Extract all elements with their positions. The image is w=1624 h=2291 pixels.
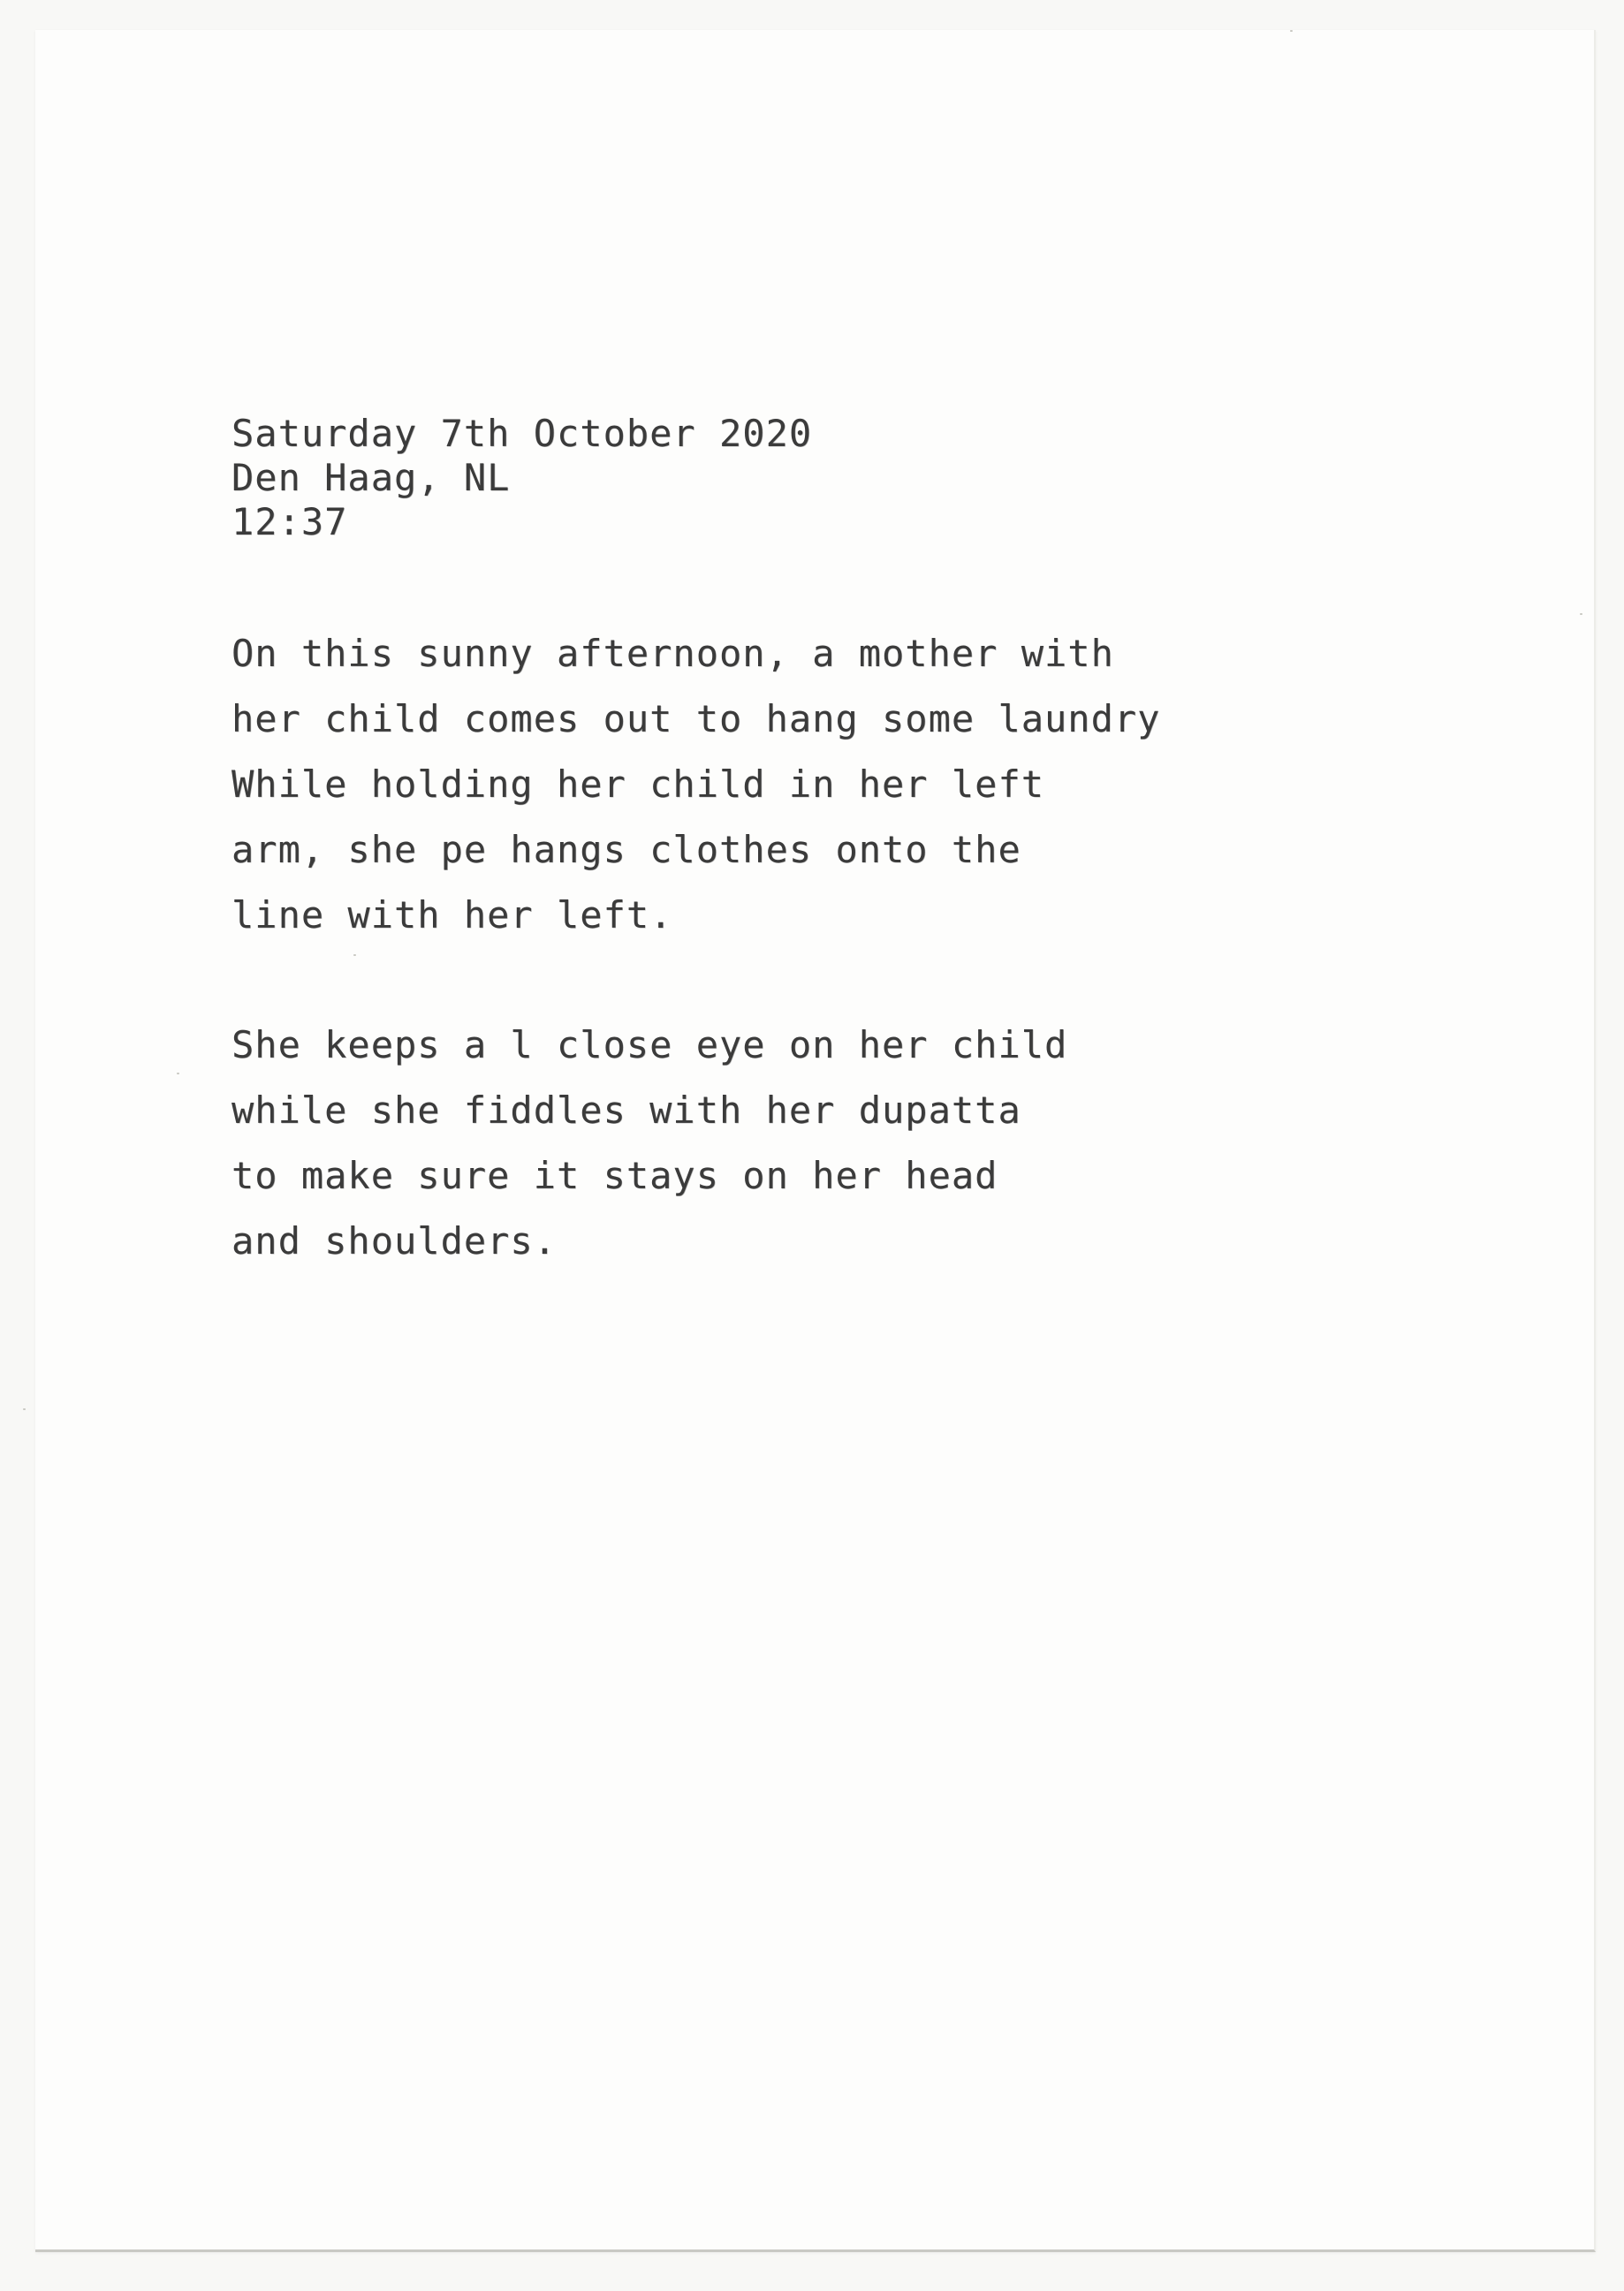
text-line: While holding her child in her left (231, 762, 1045, 806)
text-line: her child comes out to hang some laundry (231, 697, 1161, 740)
header-date-line: Saturday 7th October 2020 (231, 412, 813, 455)
paper-speck (23, 1408, 26, 1410)
text-line: while she fiddles with her dupatta (231, 1089, 1021, 1132)
paper-speck (353, 954, 356, 956)
typed-header (231, 412, 812, 544)
paragraph-2 (231, 1013, 1067, 1274)
text-line: line with her left. (231, 893, 673, 937)
text-line: arm, she pe hangs clothes onto the (231, 828, 1021, 871)
header-time-line: 12:37 (231, 500, 348, 543)
text-line: She keeps a l close eye on her child (231, 1023, 1068, 1066)
text-line: and shoulders. (231, 1219, 558, 1263)
header-place-line: Den Haag, NL (231, 456, 511, 499)
text-line: On this sunny afternoon, a mother with (231, 632, 1114, 675)
paper-speck (1580, 613, 1582, 615)
paper-speck (177, 1073, 179, 1074)
text-line: to make sure it stays on her head (231, 1154, 998, 1197)
paper-speck (1290, 30, 1293, 32)
paragraph-1 (231, 621, 1160, 948)
